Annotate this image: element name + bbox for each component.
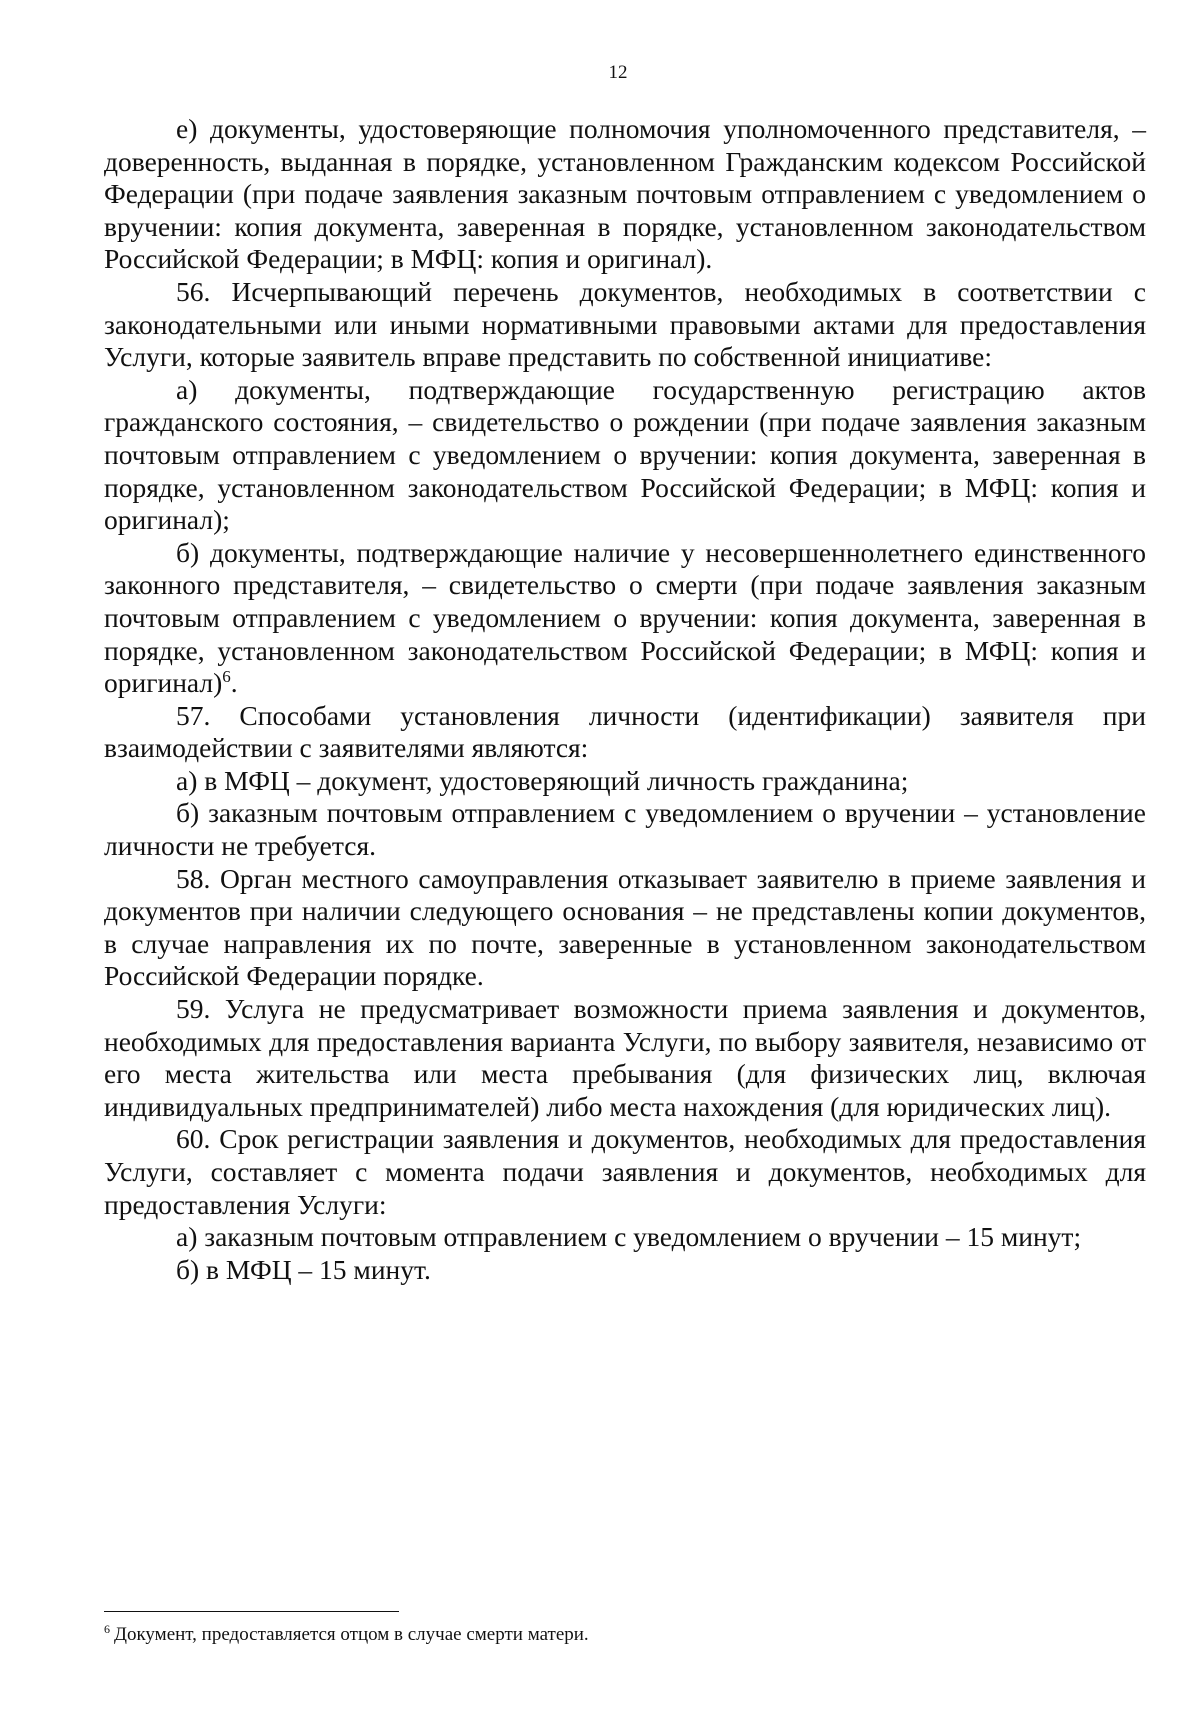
footnote-text: Документ, предоставляется отцом в случае смерти матери. [114,1624,589,1645]
paragraph-55e: е) документы, удостоверяющие полномочия уполномоченного представителя, – доверенность, выданная в порядке, установленном Гражданским кодексом Российской Федерации (при подаче заявления заказным почтовым отправлением с уведомлением о вручении: копия документа, заверенная в порядке, установленном законодательством Российской Федерации; в МФЦ: копия и оригинал). [104,113,1146,275]
footnote-mark: 6 [104,1621,110,1636]
paragraph-56: 56. Исчерпывающий перечень документов, необходимых в соответствии с законодательными или иными нормативными правовыми актами для предоставления Услуги, которые заявитель вправе представить по собственной инициативе: [104,275,1146,373]
footnote-reference[interactable]: 6 [222,666,231,686]
paragraph-56a: а) документы, подтверждающие государственную регистрацию актов гражданского состояния, – свидетельство о рождении (при подаче заявления заказным почтовым отправлением с уведомлением о вручении: копия документа, заверенная в порядке, установленном законодательством Российской Федерации; в МФЦ: копия и оригинал); [104,373,1146,536]
paragraph-60a: а) заказным почтовым отправлением с уведомлением о вручении – 15 минут; [176,1221,1082,1253]
footnote-divider [104,1611,399,1612]
paragraph-58: 58. Орган местного самоуправления отказывает заявителю в приеме заявления и документов при наличии следующего основания – не представлены копии документов, в случае направления их по почте, заверенные в установленном законодательством Российской Федерации порядке. [104,862,1146,992]
paragraph-56b-text: б) документы, подтверждающие наличие у несовершеннолетнего единственного законного представителя, – свидетельство о смерти (при подаче заявления заказным почтовым отправлением с уведомлением о вручении: копия документа, заверенная в порядке, установленном законодательством Российской Федерации; в МФЦ: копия и оригинал) [104,536,1146,699]
paragraph-57: 57. Способами установления личности (идентификации) заявителя при взаимодействии с заявителями являются: [104,699,1146,764]
paragraph-56b-end: . [230,667,238,699]
paragraph-60b: б) в МФЦ – 15 минут. [176,1253,431,1285]
paragraph-59: 59. Услуга не предусматривает возможности приема заявления и документов, необходимых для предоставления варианта Услуги, по выбору заявителя, независимо от его места жительства или места пребывания (для физических лиц, включая индивидуальных предпринимателей) либо места нахождения (для юридических лиц). [104,993,1146,1122]
paragraph-56b [104,537,1146,700]
document-body [104,113,1146,1286]
paragraph-60: 60. Срок регистрации заявления и документов, необходимых для предоставления Услуги, составляет с момента подачи заявления и документов, необходимых для предоставления Услуги: [104,1123,1146,1220]
paragraph-57a: а) в МФЦ – документ, удостоверяющий личность гражданина; [176,764,909,796]
page-number: 12 [608,62,628,83]
paragraph-57b: б) заказным почтовым отправлением с уведомлением о вручении – установление личности не требуется. [104,797,1146,862]
footnote [104,1623,1144,1647]
